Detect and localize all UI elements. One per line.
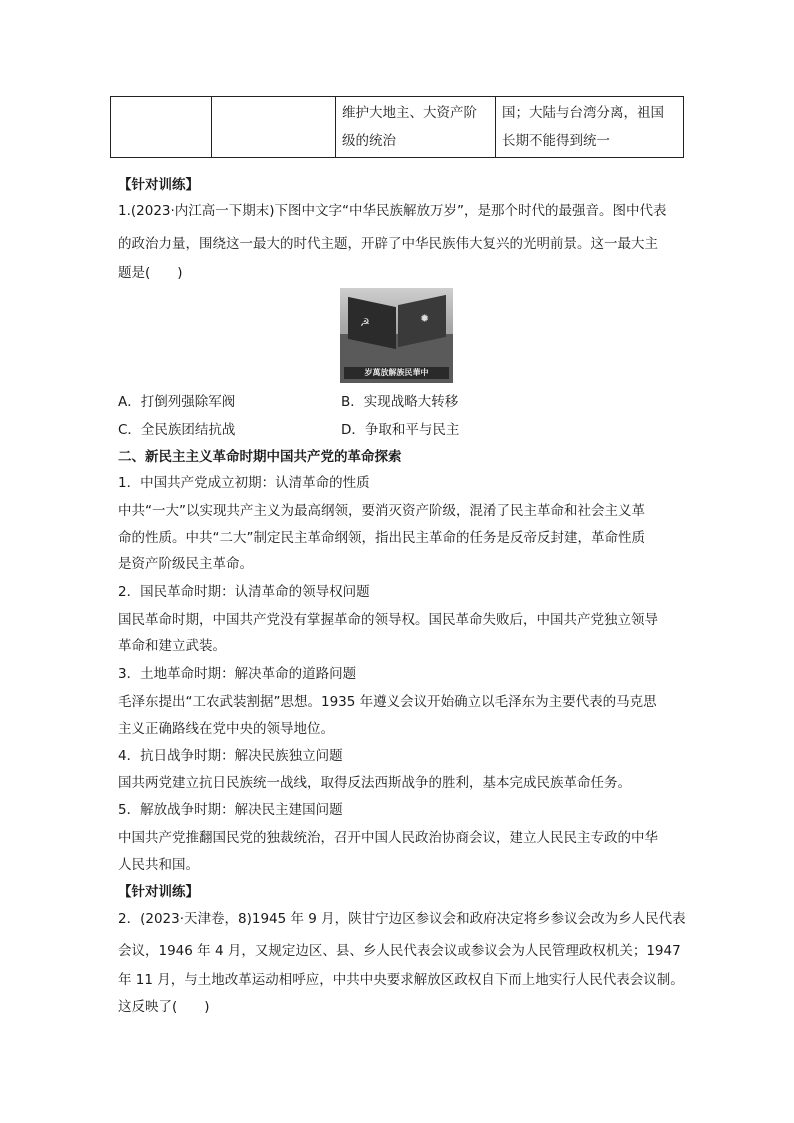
question-1-line: 1.(2023·内江高一下期末)下图中文字“中华民族解放万岁”，是那个时代的最强音。图中代表 [118, 203, 667, 219]
historical-photo [340, 288, 453, 383]
table-cell-line: 级的统治 [342, 133, 396, 149]
question-2-line: 这反映了( ) [118, 999, 210, 1015]
paragraph-line: 毛泽东提出“工农武装割据”思想。1935 年遵义会议开始确立以毛泽东为主要代表的马克思 [118, 694, 657, 710]
question-1-line: 题是( ) [118, 265, 183, 281]
table-cell-line: 维护大地主、大资产阶 [342, 105, 477, 121]
point-heading: 3．土地革命时期：解决革命的道路问题 [118, 666, 357, 682]
question-2-line: 年 11 月，与土地改革运动相呼应，中共中央要求解放区政权自下而上地实行人民代表会议制。 [118, 972, 684, 988]
table-cell [496, 97, 684, 158]
paragraph-line: 革命和建立武装。 [118, 638, 226, 654]
paragraph-line: 人民共和国。 [118, 857, 199, 873]
point-heading: 4．抗日战争时期：解决民族独立问题 [118, 748, 343, 764]
comparison-table-fragment [110, 96, 684, 158]
paragraph-line: 中共“一大”以实现共产主义为最高纲领，要消灭资产阶级，混淆了民主革命和社会主义革 [118, 503, 645, 519]
table-cell [212, 97, 336, 158]
table-row [111, 97, 684, 158]
option-d: D．争取和平与民主 [341, 422, 460, 438]
table-cell-line: 长期不能得到统一 [502, 133, 610, 149]
question-1-line: 的政治力量，围绕这一最大的时代主题，开辟了中华民族伟大复兴的光明前景。这一最大主 [118, 236, 658, 252]
point-heading: 5．解放战争时期：解决民主建国问题 [118, 802, 343, 818]
hammer-sickle-icon: ☭ [360, 316, 370, 329]
section-title: 二、新民主主义革命时期中国共产党的革命探索 [118, 449, 402, 465]
paragraph-line: 命的性质。中共“二大”制定民主革命纲领，指出民主革命的任务是反帝反封建，革命性质 [118, 530, 645, 546]
table-cell-line: 国；大陆与台湾分离，祖国 [502, 105, 664, 121]
table-cell [336, 97, 496, 158]
paragraph-line: 是资产阶级民主革命。 [118, 556, 253, 572]
training-heading-2: 【针对训练】 [118, 884, 199, 900]
paragraph-line: 国民革命时期，中国共产党没有掌握革命的领导权。国民革命失败后，中国共产党独立领导 [118, 612, 658, 628]
option-c: C．全民族团结抗战 [118, 422, 236, 438]
question-2-line: 2．(2023·天津卷，8)1945 年 9 月，陕甘宁边区参议会和政府决定将乡参议会改为乡人民代表 [118, 911, 686, 927]
sun-icon: ✹ [420, 312, 430, 325]
point-heading: 1．中国共产党成立初期：认清革命的性质 [118, 475, 370, 491]
paragraph-line: 中国共产党推翻国民党的独裁统治，召开中国人民政治协商会议，建立人民民主专政的中华 [118, 830, 658, 846]
option-a: A．打倒列强除军阀 [118, 394, 236, 410]
point-heading: 2．国民革命时期：认清革命的领导权问题 [118, 584, 370, 600]
option-b: B．实现战略大转移 [341, 394, 459, 410]
paragraph-line: 主义正确路线在党中央的领导地位。 [118, 721, 334, 737]
table-cell [111, 97, 212, 158]
question-2-line: 会议，1946 年 4 月，又规定边区、县、乡人民代表会议或参议会为人民管理政权机关；1947 [118, 943, 681, 959]
photo-banner: 岁萬放解族民華中 [344, 367, 449, 379]
paragraph-line: 国共两党建立抗日民族统一战线，取得反法西斯战争的胜利，基本完成民族革命任务。 [118, 775, 631, 791]
training-heading-1: 【针对训练】 [118, 177, 199, 193]
